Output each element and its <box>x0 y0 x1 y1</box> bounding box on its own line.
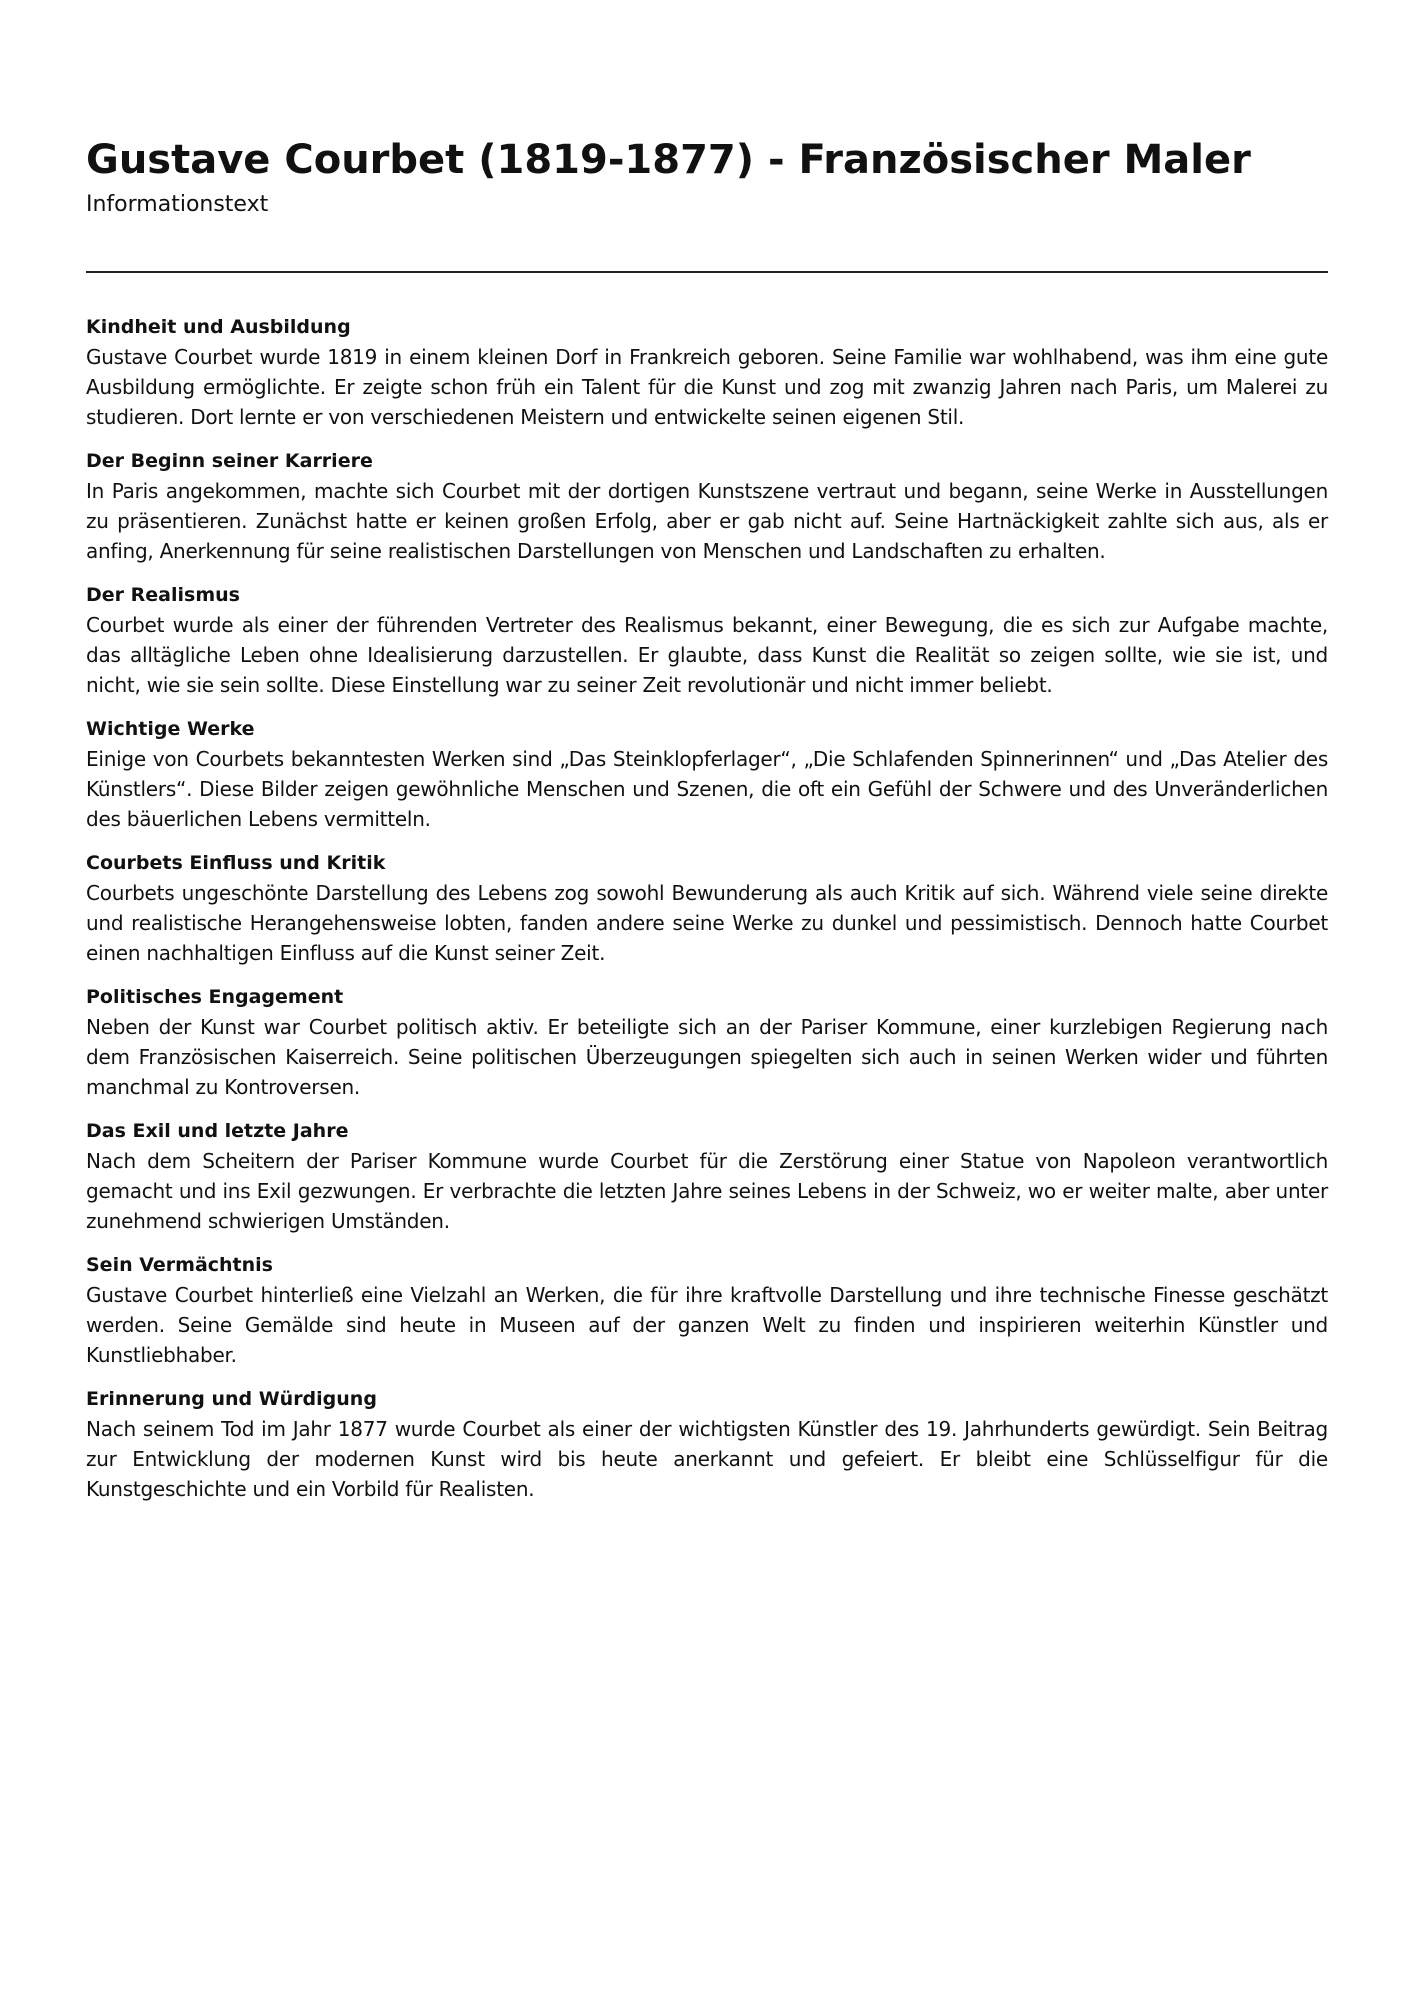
page-subtitle: Informationstext <box>86 192 269 217</box>
section-heading: Der Realismus <box>86 584 240 606</box>
section-heading: Politisches Engagement <box>86 986 344 1008</box>
section-text: Courbets ungeschönte Darstellung des Lebens zog sowohl Bewunderung als auch Kritik auf sich. Während viele seine direkte und realistische Herangehensweise lobten, fanden andere seine Werke zu dunkel und pessimistisch. Dennoch hatte Courbet einen nachhaltigen Einfluss auf die Kunst seiner Zeit. <box>86 881 1328 965</box>
section-heading: Wichtige Werke <box>86 718 255 740</box>
section-text: Courbet wurde als einer der führenden Vertreter des Realismus bekannt, einer Bewegung, die es sich zur Aufgabe machte, das alltägliche Leben ohne Idealisierung darzustellen. Er glaubte, dass Kunst die Realität so zeigen sollte, wie sie ist, und nicht, wie sie sein sollte. Diese Einstellung war zu seiner Zeit revolutionär und nicht immer beliebt. <box>86 613 1328 697</box>
section-heading: Kindheit und Ausbildung <box>86 316 351 338</box>
section-heading: Der Beginn seiner Karriere <box>86 450 373 472</box>
section-werke <box>86 714 1328 834</box>
section-kindheit <box>86 312 1328 432</box>
section-heading: Erinnerung und Würdigung <box>86 1388 377 1410</box>
page-title: Gustave Courbet (1819-1877) - Französischer Maler <box>86 137 1251 183</box>
section-erinnerung <box>86 1384 1328 1504</box>
section-heading: Sein Vermächtnis <box>86 1254 273 1276</box>
title-divider <box>86 271 1328 273</box>
document-body <box>86 312 1328 1518</box>
section-text: Einige von Courbets bekanntesten Werken sind „Das Steinklopferlager“, „Die Schlafenden Spinnerinnen“ und „Das Atelier des Künstlers“. Diese Bilder zeigen gewöhnliche Menschen und Szenen, die oft ein Gefühl der Schwere und des Unveränderlichen des bäuerlichen Lebens vermitteln. <box>86 747 1328 831</box>
section-text: Gustave Courbet wurde 1819 in einem kleinen Dorf in Frankreich geboren. Seine Familie war wohlhabend, was ihm eine gute Ausbildung ermöglichte. Er zeigte schon früh ein Talent für die Kunst und zog mit zwanzig Jahren nach Paris, um Malerei zu studieren. Dort lernte er von verschiedenen Meistern und entwickelte seinen eigenen Stil. <box>86 345 1328 429</box>
section-text: Neben der Kunst war Courbet politisch aktiv. Er beteiligte sich an der Pariser Kommune, einer kurzlebigen Regierung nach dem Französischen Kaiserreich. Seine politischen Überzeugungen spiegelten sich auch in seinen Werken wider und führten manchmal zu Kontroversen. <box>86 1015 1328 1099</box>
section-karriere <box>86 446 1328 566</box>
section-heading: Das Exil und letzte Jahre <box>86 1120 349 1142</box>
section-einfluss <box>86 848 1328 968</box>
section-vermaechtnis <box>86 1250 1328 1370</box>
section-politik <box>86 982 1328 1102</box>
section-text: In Paris angekommen, machte sich Courbet mit der dortigen Kunstszene vertraut und begann, seine Werke in Ausstellungen zu präsentieren. Zunächst hatte er keinen großen Erfolg, aber er gab nicht auf. Seine Hartnäckigkeit zahlte sich aus, als er anfing, Anerkennung für seine realistischen Darstellungen von Menschen und Landschaften zu erhalten. <box>86 479 1328 563</box>
section-text: Nach dem Scheitern der Pariser Kommune wurde Courbet für die Zerstörung einer Statue von Napoleon verantwortlich gemacht und ins Exil gezwungen. Er verbrachte die letzten Jahre seines Lebens in der Schweiz, wo er weiter malte, aber unter zunehmend schwierigen Umständen. <box>86 1149 1328 1233</box>
section-heading: Courbets Einfluss und Kritik <box>86 852 386 874</box>
section-realismus <box>86 580 1328 700</box>
section-text: Nach seinem Tod im Jahr 1877 wurde Courbet als einer der wichtigsten Künstler des 19. Jahrhunderts gewürdigt. Sein Beitrag zur Entwicklung der modernen Kunst wird bis heute anerkannt und gefeiert. Er bleibt eine Schlüsselfigur für die Kunstgeschichte und ein Vorbild für Realisten. <box>86 1417 1328 1501</box>
section-text: Gustave Courbet hinterließ eine Vielzahl an Werken, die für ihre kraftvolle Darstellung und ihre technische Finesse geschätzt werden. Seine Gemälde sind heute in Museen auf der ganzen Welt zu finden und inspirieren weiterhin Künstler und Kunstliebhaber. <box>86 1283 1328 1367</box>
section-exil <box>86 1116 1328 1236</box>
